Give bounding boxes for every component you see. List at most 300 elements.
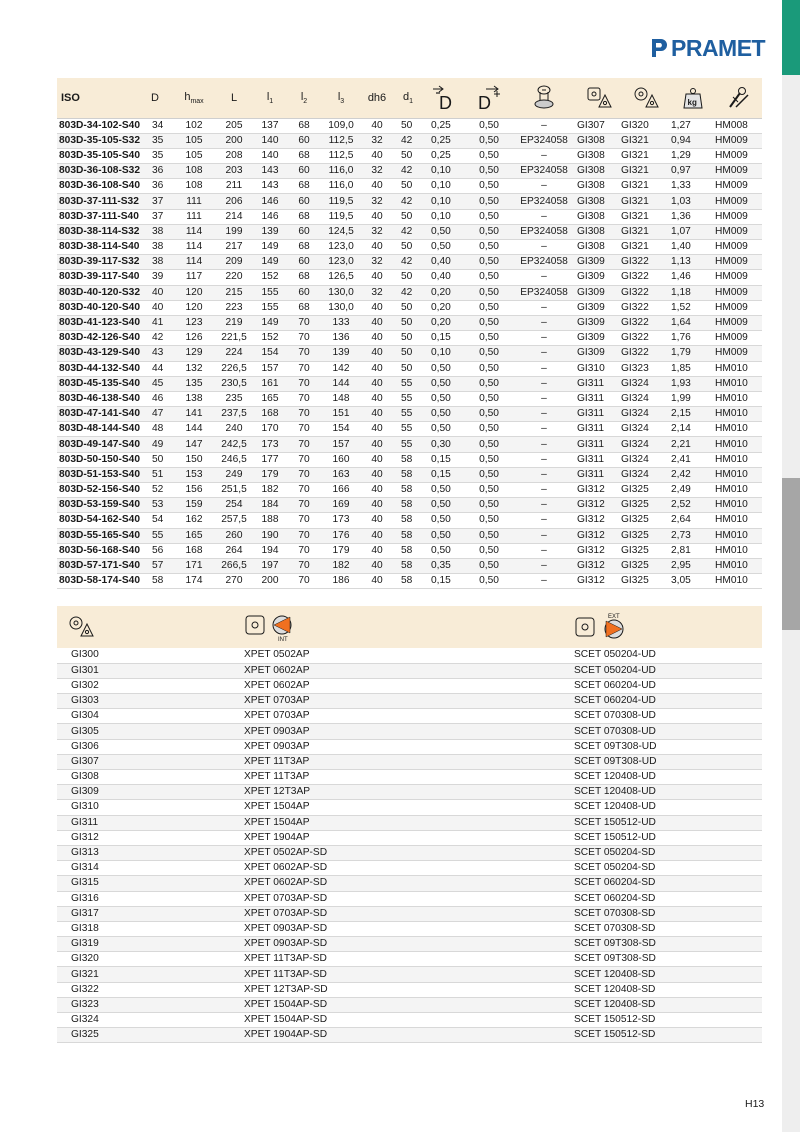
table-cell: 1,18 xyxy=(671,285,715,300)
insert-cell: GI312 xyxy=(57,830,244,845)
table-cell: – xyxy=(511,270,577,285)
table-row xyxy=(57,148,762,163)
insert-row xyxy=(57,952,762,967)
table-cell: 179 xyxy=(321,543,361,558)
table-cell: GI312 xyxy=(577,574,621,589)
insert-row xyxy=(57,724,762,739)
insert-cell: GI322 xyxy=(57,982,244,997)
col-insert-b xyxy=(621,78,671,118)
insert-row xyxy=(57,967,762,982)
table-cell: 60 xyxy=(287,285,321,300)
table-cell: EP324058 xyxy=(511,224,577,239)
table-row xyxy=(57,179,762,194)
table-cell: GI308 xyxy=(577,194,621,209)
table-cell: 0,50 xyxy=(467,543,511,558)
table-cell: 42 xyxy=(393,285,423,300)
table-cell: 1,36 xyxy=(671,209,715,224)
table-cell: 112,5 xyxy=(321,133,361,148)
table-cell: 154 xyxy=(321,422,361,437)
table-cell: GI322 xyxy=(621,315,671,330)
table-cell: 182 xyxy=(253,483,287,498)
table-cell: 211 xyxy=(215,179,253,194)
table-cell: 1,27 xyxy=(671,118,715,133)
table-cell: GI325 xyxy=(621,574,671,589)
table-cell: 0,50 xyxy=(467,331,511,346)
table-cell: 68 xyxy=(287,118,321,133)
table-cell: 2,81 xyxy=(671,543,715,558)
insert-cell: GI300 xyxy=(57,648,244,663)
table-cell: 42 xyxy=(393,133,423,148)
table-cell: – xyxy=(511,376,577,391)
table-cell: 40 xyxy=(361,346,393,361)
table-cell: HM010 xyxy=(715,376,762,391)
table-cell: 111 xyxy=(173,209,215,224)
insert-cell: SCET 120408-UD xyxy=(574,770,762,785)
table-cell: 803D-54-162-S40 xyxy=(57,513,151,528)
table-cell: 60 xyxy=(287,164,321,179)
table-cell: 44 xyxy=(151,361,173,376)
table-cell: 50 xyxy=(393,361,423,376)
insert-row xyxy=(57,694,762,709)
table-cell: 50 xyxy=(393,300,423,315)
table-cell: 129 xyxy=(173,346,215,361)
insert-row xyxy=(57,663,762,678)
table-cell: 0,15 xyxy=(423,331,467,346)
table-cell: 46 xyxy=(151,391,173,406)
table-cell: 140 xyxy=(253,133,287,148)
table-cell: 157 xyxy=(321,437,361,452)
table-cell: 2,21 xyxy=(671,437,715,452)
table-cell: 266,5 xyxy=(215,558,253,573)
table-cell: 55 xyxy=(393,407,423,422)
table-cell: HM010 xyxy=(715,452,762,467)
table-cell: GI321 xyxy=(621,224,671,239)
table-cell: 70 xyxy=(287,437,321,452)
table-cell: 148 xyxy=(321,391,361,406)
table-cell: 803D-36-108-S32 xyxy=(57,164,151,179)
table-cell: 0,50 xyxy=(467,209,511,224)
table-cell: HM010 xyxy=(715,558,762,573)
table-cell: 137 xyxy=(253,118,287,133)
table-cell: 0,97 xyxy=(671,164,715,179)
table-row xyxy=(57,285,762,300)
table-cell: 0,50 xyxy=(423,391,467,406)
table-cell: 70 xyxy=(287,331,321,346)
page-number: H13 xyxy=(745,1098,765,1110)
table-cell: 151 xyxy=(321,407,361,422)
table-cell: GI325 xyxy=(621,528,671,543)
table-cell: GI312 xyxy=(577,543,621,558)
table-cell: 260 xyxy=(215,528,253,543)
table-cell: 166 xyxy=(321,483,361,498)
insert-cell: SCET 070308-UD xyxy=(574,724,762,739)
table-cell: 176 xyxy=(321,528,361,543)
table-cell: 32 xyxy=(361,224,393,239)
table-cell: 2,95 xyxy=(671,558,715,573)
insert-cell: GI320 xyxy=(57,952,244,967)
insert-row xyxy=(57,815,762,830)
table-cell: 270 xyxy=(215,574,253,589)
col-D: D xyxy=(151,78,173,118)
insert-row xyxy=(57,845,762,860)
table-cell: 161 xyxy=(253,376,287,391)
table-cell: GI311 xyxy=(577,437,621,452)
table-cell: HM009 xyxy=(715,331,762,346)
col-hmax: $h_{max}$ xyxy=(173,78,215,118)
insert-row xyxy=(57,709,762,724)
table-row xyxy=(57,240,762,255)
table-cell: 35 xyxy=(151,133,173,148)
table-cell: 57 xyxy=(151,558,173,573)
insert-cell: GI303 xyxy=(57,694,244,709)
table-cell: – xyxy=(511,452,577,467)
table-cell: 34 xyxy=(151,118,173,133)
table-cell: GI311 xyxy=(577,407,621,422)
holder-table-body xyxy=(57,118,762,589)
table-cell: GI325 xyxy=(621,498,671,513)
table-cell: 0,50 xyxy=(467,422,511,437)
table-cell: 38 xyxy=(151,240,173,255)
table-cell: 60 xyxy=(287,194,321,209)
table-cell: – xyxy=(511,346,577,361)
insert-cell: SCET 070308-SD xyxy=(574,921,762,936)
table-cell: 803D-40-120-S40 xyxy=(57,300,151,315)
table-cell: 803D-34-102-S40 xyxy=(57,118,151,133)
table-cell: 40 xyxy=(361,422,393,437)
table-cell: GI322 xyxy=(621,285,671,300)
insert-cell: GI325 xyxy=(57,1028,244,1043)
insert-row xyxy=(57,997,762,1012)
insert-cell: XPET 0602AP-SD xyxy=(244,861,574,876)
insert-cell: XPET 0703AP xyxy=(244,709,574,724)
table-cell: HM010 xyxy=(715,498,762,513)
table-cell: 58 xyxy=(393,528,423,543)
table-cell: 55 xyxy=(151,528,173,543)
table-row xyxy=(57,224,762,239)
table-cell: 38 xyxy=(151,224,173,239)
table-cell: 0,50 xyxy=(467,118,511,133)
table-cell: 803D-39-117-S32 xyxy=(57,255,151,270)
table-cell: 217 xyxy=(215,240,253,255)
table-cell: 58 xyxy=(393,452,423,467)
table-row xyxy=(57,255,762,270)
table-cell: 1,29 xyxy=(671,148,715,163)
table-cell: 206 xyxy=(215,194,253,209)
insert-row xyxy=(57,906,762,921)
table-cell: – xyxy=(511,240,577,255)
table-cell: 58 xyxy=(393,574,423,589)
table-cell: 0,40 xyxy=(423,255,467,270)
table-cell: 0,25 xyxy=(423,118,467,133)
table-cell: 0,50 xyxy=(423,361,467,376)
insert-set-alt-icon xyxy=(632,85,660,111)
table-cell: 119,5 xyxy=(321,209,361,224)
table-cell: 0,50 xyxy=(467,361,511,376)
table-cell: 0,50 xyxy=(467,255,511,270)
table-cell: 105 xyxy=(173,133,215,148)
table-cell: 70 xyxy=(287,543,321,558)
table-cell: 803D-38-114-S32 xyxy=(57,224,151,239)
insert-cell: SCET 060204-UD xyxy=(574,694,762,709)
table-cell: EP324058 xyxy=(511,285,577,300)
table-cell: 1,79 xyxy=(671,346,715,361)
insert-table xyxy=(57,606,762,1043)
insert-row xyxy=(57,754,762,769)
table-cell: – xyxy=(511,391,577,406)
table-cell: 40 xyxy=(361,209,393,224)
insert-cell: XPET 12T3AP-SD xyxy=(244,982,574,997)
col-weight xyxy=(671,78,715,118)
external-insert-icon xyxy=(574,612,630,642)
table-cell: 194 xyxy=(253,543,287,558)
col-d-plus xyxy=(467,78,511,118)
insert-cell: XPET 0502AP-SD xyxy=(244,845,574,860)
table-cell: 146 xyxy=(253,209,287,224)
table-cell: 803D-56-168-S40 xyxy=(57,543,151,558)
insert-cell: SCET 120408-SD xyxy=(574,997,762,1012)
table-cell: EP324058 xyxy=(511,194,577,209)
table-cell: 108 xyxy=(173,164,215,179)
table-cell: 140 xyxy=(253,148,287,163)
table-cell: 50 xyxy=(393,118,423,133)
insert-cell: SCET 150512-UD xyxy=(574,830,762,845)
table-row xyxy=(57,300,762,315)
table-cell: 114 xyxy=(173,240,215,255)
insert-row xyxy=(57,830,762,845)
table-cell: 3,05 xyxy=(671,574,715,589)
insert-cell: XPET 1904AP xyxy=(244,830,574,845)
table-cell: GI309 xyxy=(577,346,621,361)
insert-cell: XPET 0602AP xyxy=(244,678,574,693)
table-cell: 135 xyxy=(173,376,215,391)
table-cell: 112,5 xyxy=(321,148,361,163)
table-cell: 163 xyxy=(321,467,361,482)
table-cell: 803D-52-156-S40 xyxy=(57,483,151,498)
table-cell: 0,50 xyxy=(467,346,511,361)
table-cell: 179 xyxy=(253,467,287,482)
table-cell: 136 xyxy=(321,331,361,346)
table-row xyxy=(57,164,762,179)
table-cell: 237,5 xyxy=(215,407,253,422)
table-cell: 803D-35-105-S32 xyxy=(57,133,151,148)
side-tab-active xyxy=(782,0,800,75)
table-cell: HM010 xyxy=(715,528,762,543)
insert-cell: GI307 xyxy=(57,754,244,769)
table-cell: 803D-58-174-S40 xyxy=(57,574,151,589)
table-cell: 214 xyxy=(215,209,253,224)
table-cell: 803D-43-129-S40 xyxy=(57,346,151,361)
table-cell: 130,0 xyxy=(321,285,361,300)
table-cell: 0,25 xyxy=(423,133,467,148)
table-cell: 0,25 xyxy=(423,148,467,163)
table-cell: 1,07 xyxy=(671,224,715,239)
insert-cell: GI313 xyxy=(57,845,244,860)
table-cell: GI312 xyxy=(577,498,621,513)
table-cell: 0,50 xyxy=(423,528,467,543)
table-cell: 40 xyxy=(361,391,393,406)
table-cell: – xyxy=(511,543,577,558)
table-cell: 117 xyxy=(173,270,215,285)
table-cell: 205 xyxy=(215,118,253,133)
table-cell: 221,5 xyxy=(215,331,253,346)
table-cell: 119,5 xyxy=(321,194,361,209)
table-cell: 60 xyxy=(287,133,321,148)
insert-col-int xyxy=(244,606,574,648)
col-screw xyxy=(511,78,577,118)
insert-cell: XPET 0602AP xyxy=(244,663,574,678)
table-cell: 1,99 xyxy=(671,391,715,406)
table-row xyxy=(57,467,762,482)
insert-cell: XPET 0903AP-SD xyxy=(244,921,574,936)
table-cell: 0,50 xyxy=(423,376,467,391)
table-cell: 0,50 xyxy=(467,558,511,573)
table-cell: GI322 xyxy=(621,255,671,270)
table-row xyxy=(57,118,762,133)
insert-cell: SCET 050204-SD xyxy=(574,861,762,876)
table-cell: – xyxy=(511,209,577,224)
table-cell: HM010 xyxy=(715,391,762,406)
table-cell: 168 xyxy=(173,543,215,558)
holder-table xyxy=(57,78,762,589)
table-cell: 144 xyxy=(173,422,215,437)
table-cell: GI325 xyxy=(621,483,671,498)
table-row xyxy=(57,315,762,330)
table-cell: GI309 xyxy=(577,270,621,285)
table-cell: HM009 xyxy=(715,194,762,209)
table-cell: 70 xyxy=(287,315,321,330)
table-cell: 40 xyxy=(361,543,393,558)
table-cell: 70 xyxy=(287,422,321,437)
table-cell: GI308 xyxy=(577,224,621,239)
table-cell: HM009 xyxy=(715,164,762,179)
insert-cell: XPET 11T3AP xyxy=(244,754,574,769)
table-cell: – xyxy=(511,422,577,437)
table-row xyxy=(57,407,762,422)
table-cell: 246,5 xyxy=(215,452,253,467)
table-cell: 803D-44-132-S40 xyxy=(57,361,151,376)
table-row xyxy=(57,452,762,467)
insert-cell: SCET 09T308-UD xyxy=(574,739,762,754)
pramet-logo-icon xyxy=(651,38,667,58)
table-cell: HM010 xyxy=(715,437,762,452)
table-cell: 0,50 xyxy=(467,437,511,452)
table-cell: 68 xyxy=(287,270,321,285)
table-cell: 40 xyxy=(361,179,393,194)
table-cell: 1,64 xyxy=(671,315,715,330)
table-cell: 40 xyxy=(361,361,393,376)
table-cell: HM010 xyxy=(715,361,762,376)
table-cell: 40 xyxy=(151,285,173,300)
table-cell: 120 xyxy=(173,285,215,300)
insert-row xyxy=(57,921,762,936)
insert-cell: SCET 050204-UD xyxy=(574,648,762,663)
insert-cell: SCET 120408-UD xyxy=(574,800,762,815)
insert-cell: SCET 150512-SD xyxy=(574,1013,762,1028)
table-cell: 32 xyxy=(361,164,393,179)
table-cell: GI307 xyxy=(577,118,621,133)
table-cell: 190 xyxy=(253,528,287,543)
table-cell: 0,50 xyxy=(467,391,511,406)
table-cell: 0,40 xyxy=(423,270,467,285)
col-iso: ISO xyxy=(57,78,151,118)
col-L: L xyxy=(215,78,253,118)
table-cell: GI311 xyxy=(577,467,621,482)
table-cell: 0,50 xyxy=(423,498,467,513)
insert-cell: SCET 050204-SD xyxy=(574,845,762,860)
table-cell: – xyxy=(511,513,577,528)
table-cell: 223 xyxy=(215,300,253,315)
table-cell: 220 xyxy=(215,270,253,285)
table-cell: GI325 xyxy=(621,558,671,573)
table-cell: GI321 xyxy=(621,240,671,255)
table-cell: 32 xyxy=(361,194,393,209)
table-cell: – xyxy=(511,331,577,346)
table-cell: 0,50 xyxy=(467,452,511,467)
table-cell: GI309 xyxy=(577,300,621,315)
insert-row xyxy=(57,770,762,785)
table-cell: 60 xyxy=(287,255,321,270)
table-cell: – xyxy=(511,118,577,133)
table-cell: 203 xyxy=(215,164,253,179)
insert-row xyxy=(57,937,762,952)
table-cell: 182 xyxy=(321,558,361,573)
table-cell: GI324 xyxy=(621,467,671,482)
table-cell: HM010 xyxy=(715,422,762,437)
table-cell: GI323 xyxy=(621,361,671,376)
insert-header-row xyxy=(57,606,762,648)
table-cell: 116,0 xyxy=(321,179,361,194)
table-cell: 133 xyxy=(321,315,361,330)
table-cell: GI324 xyxy=(621,407,671,422)
table-cell: 50 xyxy=(393,240,423,255)
table-cell: GI312 xyxy=(577,483,621,498)
insert-cell: GI316 xyxy=(57,891,244,906)
table-cell: 0,20 xyxy=(423,315,467,330)
table-cell: HM009 xyxy=(715,240,762,255)
table-cell: GI322 xyxy=(621,270,671,285)
table-cell: HM009 xyxy=(715,285,762,300)
insert-cell: SCET 060204-SD xyxy=(574,891,762,906)
table-cell: GI322 xyxy=(621,346,671,361)
table-cell: EP324058 xyxy=(511,255,577,270)
table-cell: HM010 xyxy=(715,467,762,482)
table-cell: 58 xyxy=(393,467,423,482)
table-cell: 162 xyxy=(173,513,215,528)
table-cell: 1,93 xyxy=(671,376,715,391)
insert-cell: GI321 xyxy=(57,967,244,982)
table-cell: 0,20 xyxy=(423,300,467,315)
table-cell: 264 xyxy=(215,543,253,558)
table-row xyxy=(57,361,762,376)
table-cell: 1,33 xyxy=(671,179,715,194)
table-cell: 40 xyxy=(361,148,393,163)
insert-col-set xyxy=(57,606,244,648)
table-cell: 68 xyxy=(287,179,321,194)
table-cell: 803D-47-141-S40 xyxy=(57,407,151,422)
table-cell: GI324 xyxy=(621,376,671,391)
table-cell: 50 xyxy=(393,148,423,163)
insert-cell: SCET 070308-SD xyxy=(574,906,762,921)
table-cell: 199 xyxy=(215,224,253,239)
side-tab-section xyxy=(782,478,800,630)
table-cell: 126,5 xyxy=(321,270,361,285)
table-cell: 0,10 xyxy=(423,209,467,224)
table-cell: 0,10 xyxy=(423,179,467,194)
insert-row xyxy=(57,861,762,876)
table-cell: 139 xyxy=(321,346,361,361)
table-cell: HM010 xyxy=(715,574,762,589)
table-cell: 50 xyxy=(393,179,423,194)
